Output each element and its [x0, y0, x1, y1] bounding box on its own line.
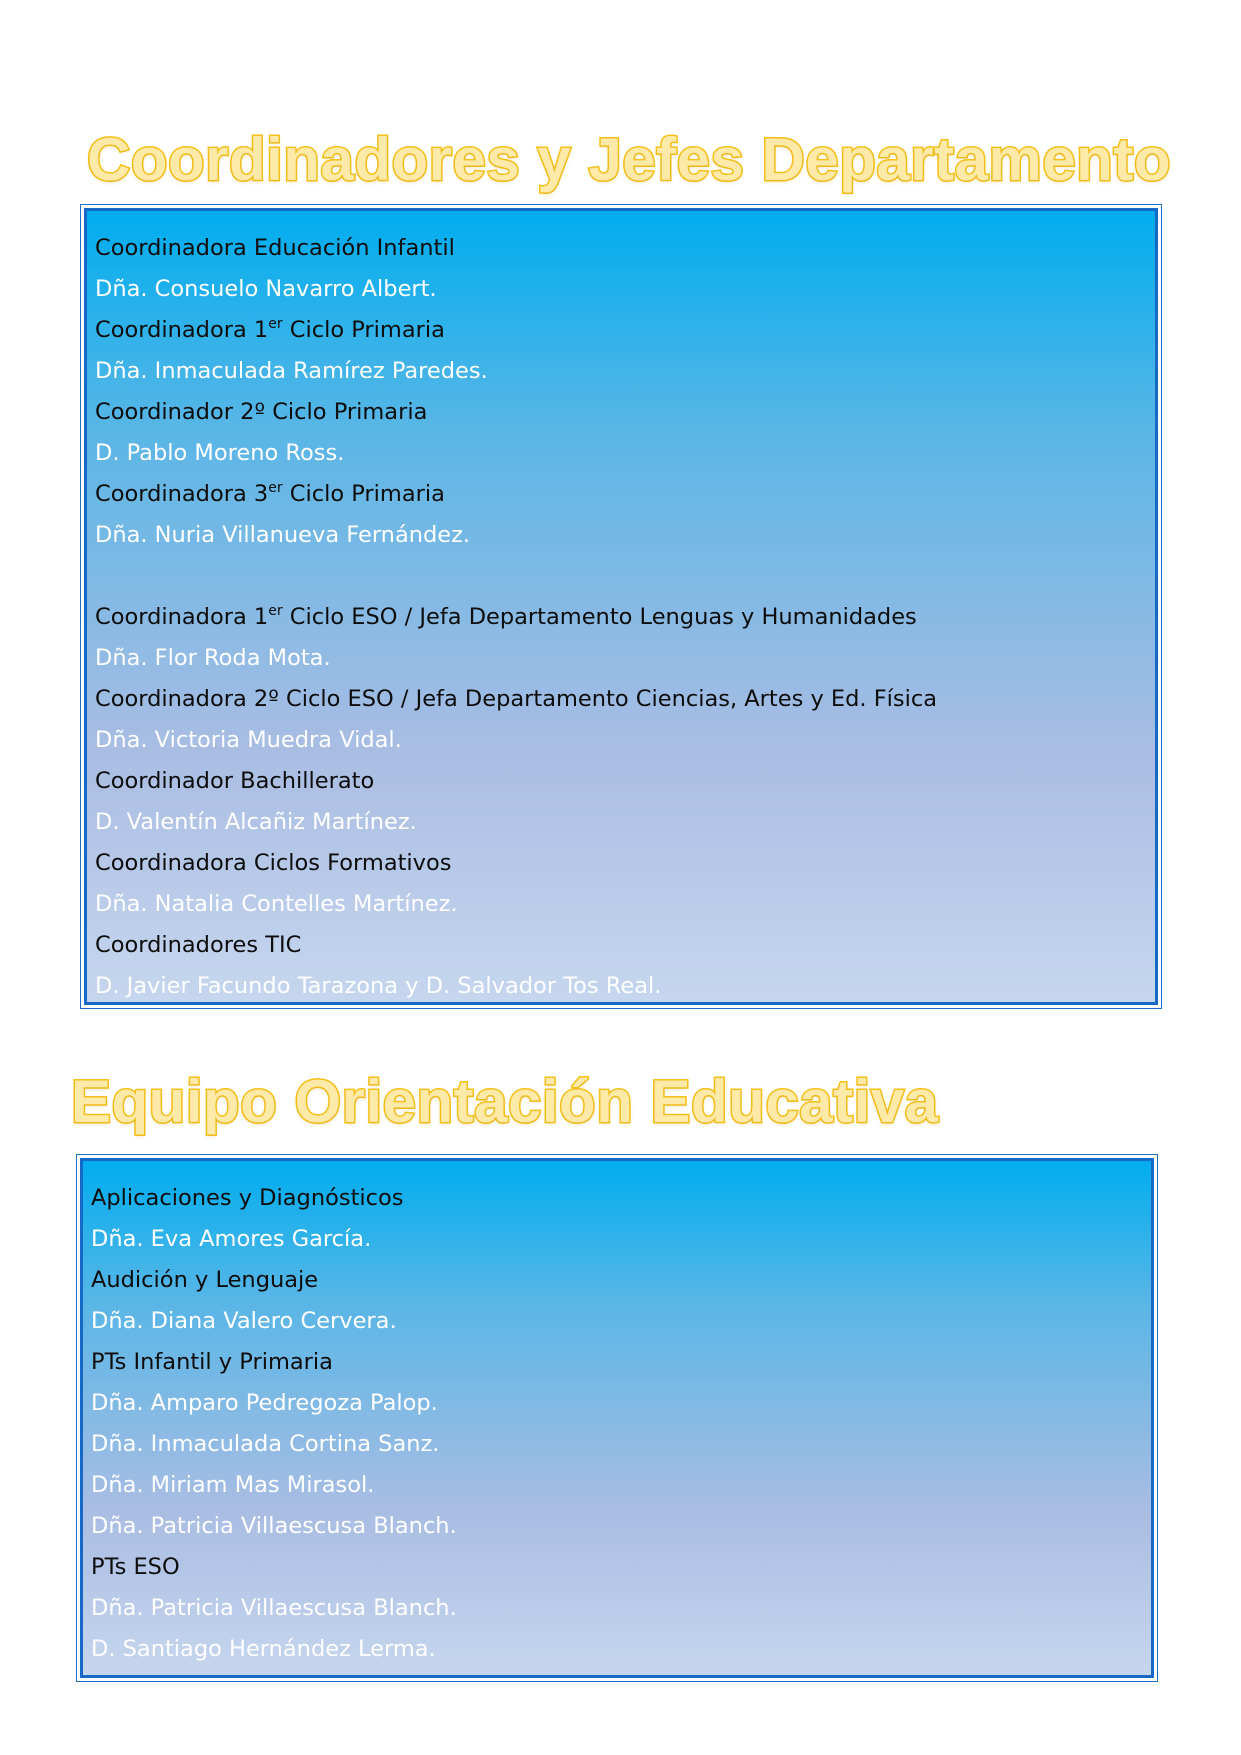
role-label-part: Coordinadora 1	[95, 604, 269, 630]
person-name: D. Santiago Hernández Lerma.	[91, 1636, 436, 1662]
role-label-part: Coordinadora 3	[95, 481, 269, 507]
role-label-part: Coordinadora 1	[95, 317, 269, 343]
role-label	[95, 310, 1147, 351]
role-label: PTs ESO	[91, 1554, 180, 1580]
person-name: Dña. Inmaculada Cortina Sanz.	[91, 1431, 440, 1457]
spacer	[95, 556, 1147, 597]
role-label: Audición y Lenguaje	[91, 1267, 319, 1293]
role-label: Coordinadora 2º Ciclo ESO / Jefa Departamento Ciencias, Artes y Ed. Física	[95, 686, 938, 712]
person-name: Dña. Consuelo Navarro Albert.	[95, 276, 437, 302]
role-label-part: Ciclo Primaria	[282, 317, 445, 343]
role-label	[95, 474, 1147, 515]
person-name: D. Javier Facundo Tarazona y D. Salvador Tos Real.	[95, 973, 662, 999]
person-name: Dña. Patricia Villaescusa Blanch.	[91, 1513, 457, 1539]
person-name: D. Pablo Moreno Ross.	[95, 440, 345, 466]
ordinal-suffix: er	[268, 316, 283, 332]
section-title-coordinadores: Coordinadores y Jefes Departamento	[87, 126, 1171, 193]
coordinadores-box	[80, 204, 1162, 1009]
person-name: Dña. Inmaculada Ramírez Paredes.	[95, 358, 488, 384]
role-label	[95, 597, 1147, 638]
person-name: Dña. Diana Valero Cervera.	[91, 1308, 397, 1334]
role-label-part: Ciclo ESO / Jefa Departamento Lenguas y Humanidades	[282, 604, 917, 630]
role-label: Coordinador 2º Ciclo Primaria	[95, 399, 428, 425]
role-label: Aplicaciones y Diagnósticos	[91, 1185, 404, 1211]
role-label-part: Ciclo Primaria	[282, 481, 445, 507]
orientacion-box	[76, 1154, 1158, 1682]
person-name: Dña. Nuria Villanueva Fernández.	[95, 522, 471, 548]
person-name: Dña. Flor Roda Mota.	[95, 645, 331, 671]
person-name: Dña. Natalia Contelles Martínez.	[95, 891, 458, 917]
person-name: Dña. Miriam Mas Mirasol.	[91, 1472, 375, 1498]
person-name: Dña. Victoria Muedra Vidal.	[95, 727, 402, 753]
section-title-orientacion: Equipo Orientación Educativa	[71, 1068, 939, 1135]
role-label: Coordinadores TIC	[95, 932, 302, 958]
person-name: Dña. Patricia Villaescusa Blanch.	[91, 1595, 457, 1621]
ordinal-suffix: er	[268, 480, 283, 496]
person-name: Dña. Amparo Pedregoza Palop.	[91, 1390, 438, 1416]
role-label: Coordinadora Ciclos Formativos	[95, 850, 452, 876]
role-label: Coordinadora Educación Infantil	[95, 235, 455, 261]
role-label: PTs Infantil y Primaria	[91, 1349, 333, 1375]
orientacion-list	[80, 1158, 1154, 1678]
coordinadores-list	[84, 208, 1158, 1005]
person-name: Dña. Eva Amores García.	[91, 1226, 372, 1252]
role-label: Coordinador Bachillerato	[95, 768, 375, 794]
person-name: D. Valentín Alcañiz Martínez.	[95, 809, 417, 835]
ordinal-suffix: er	[268, 603, 283, 619]
